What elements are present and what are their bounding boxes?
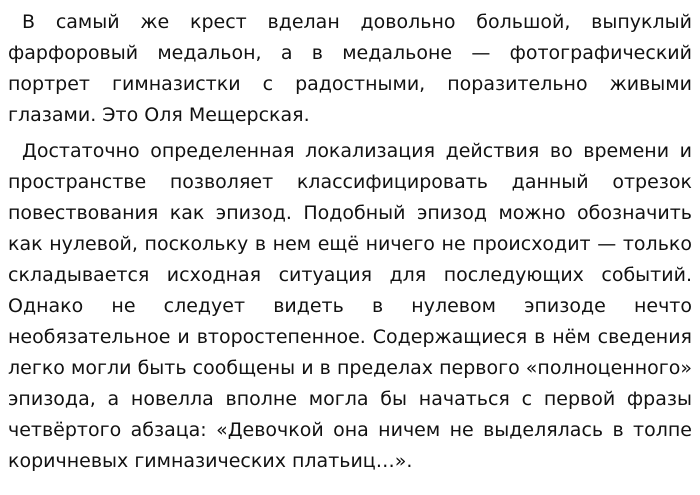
- paragraph-1: В самый же крест вделан довольно большой, выпуклый фарфоровый медальон, а в медальоне — фотографический портрет гимназистки с радостными, поразительно живыми глазами. Это Оля Мещерская.: [8, 11, 692, 126]
- document-page: [8, 7, 692, 477]
- paragraph-2: Достаточно определенная локализация действия во времени и пространстве позволяет классифицировать данный отрезок повествования как эпизод. Подобный эпизод можно обозначить как нулевой, поскольку в нем ещё ничего не происходит — только складывается исходная ситуация для последующих событий. Однако не следует видеть в нулевом эпизоде нечто необязательное и второстепенное. Содержащиеся в нём сведения легко могли быть сообщены и в пределах первого «полноценного» эпизода, а новелла вполне могла бы начаться с первой фразы четвёртого абзаца: «Девочкой она ничем не выделялась в толпе коричневых гимназических платьиц…».: [8, 140, 692, 472]
